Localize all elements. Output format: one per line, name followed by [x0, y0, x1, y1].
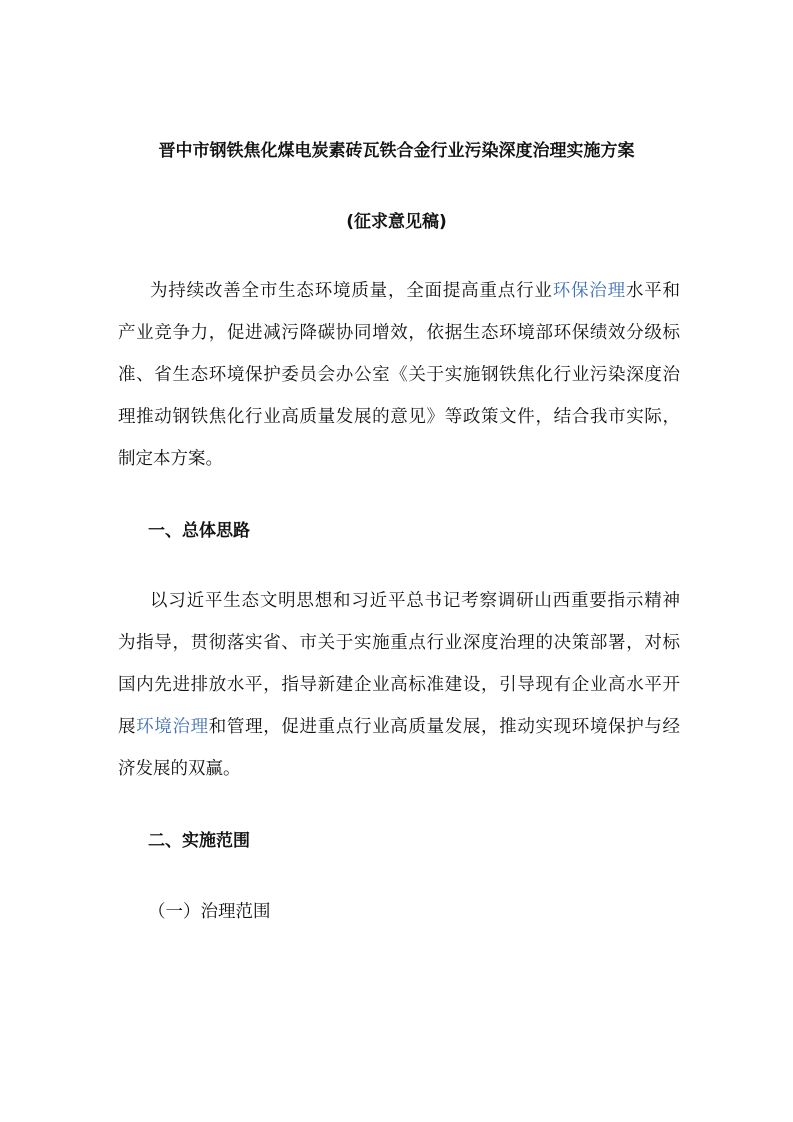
keyword-link[interactable]: 环保治理 [552, 281, 626, 301]
paragraph-line [118, 580, 680, 622]
paragraph-intro [118, 270, 680, 480]
document-subtitle: (征求意见稿) [346, 212, 447, 232]
text-segment: 水平和 [625, 281, 681, 301]
paragraph-line [118, 396, 680, 438]
text-segment: 国内先进排放水平，指导新建企业高标准建设，引导现有企业高水平开 [118, 675, 680, 695]
keyword-link[interactable]: 环境治理 [136, 717, 209, 737]
text-segment: 为持续改善全市生态环境质量，全面提高重点行业 [150, 281, 553, 301]
section-heading-overall-approach: 一、总体思路 [148, 521, 250, 541]
paragraph-line [118, 622, 680, 664]
paragraph-overall-approach [118, 580, 680, 790]
text-segment: 展 [118, 717, 137, 737]
text-segment: 济发展的双赢。 [118, 759, 241, 779]
text-segment: 理推动钢铁焦化行业高质量发展的意见》等政策文件，结合我市实际， [118, 407, 680, 427]
paragraph-line [118, 706, 680, 748]
document-title: 晋中市钢铁焦化煤电炭素砖瓦铁合金行业污染深度治理实施方案 [158, 141, 635, 161]
section-heading-scope: 二、实施范围 [148, 831, 250, 851]
paragraph-line [118, 312, 680, 354]
text-segment: 为指导，贯彻落实省、市关于实施重点行业深度治理的决策部署，对标 [118, 633, 680, 653]
text-segment: 以习近平生态文明思想和习近平总书记考察调研山西重要指示精神 [150, 591, 680, 611]
text-segment: 产业竞争力，促进减污降碳协同增效，依据生态环境部环保绩效分级标 [118, 323, 680, 343]
paragraph-line [118, 438, 680, 480]
text-segment: 制定本方案。 [118, 449, 223, 469]
text-segment: 准、省生态环境保护委员会办公室《关于实施钢铁焦化行业污染深度治 [118, 365, 680, 385]
paragraph-line [118, 270, 680, 312]
paragraph-line [118, 354, 680, 396]
subsection-heading-governance-scope: （一）治理范围 [148, 902, 271, 922]
paragraph-line [118, 748, 680, 790]
text-segment: 和管理，促进重点行业高质量发展，推动实现环境保护与经 [208, 717, 681, 737]
paragraph-line [118, 664, 680, 706]
